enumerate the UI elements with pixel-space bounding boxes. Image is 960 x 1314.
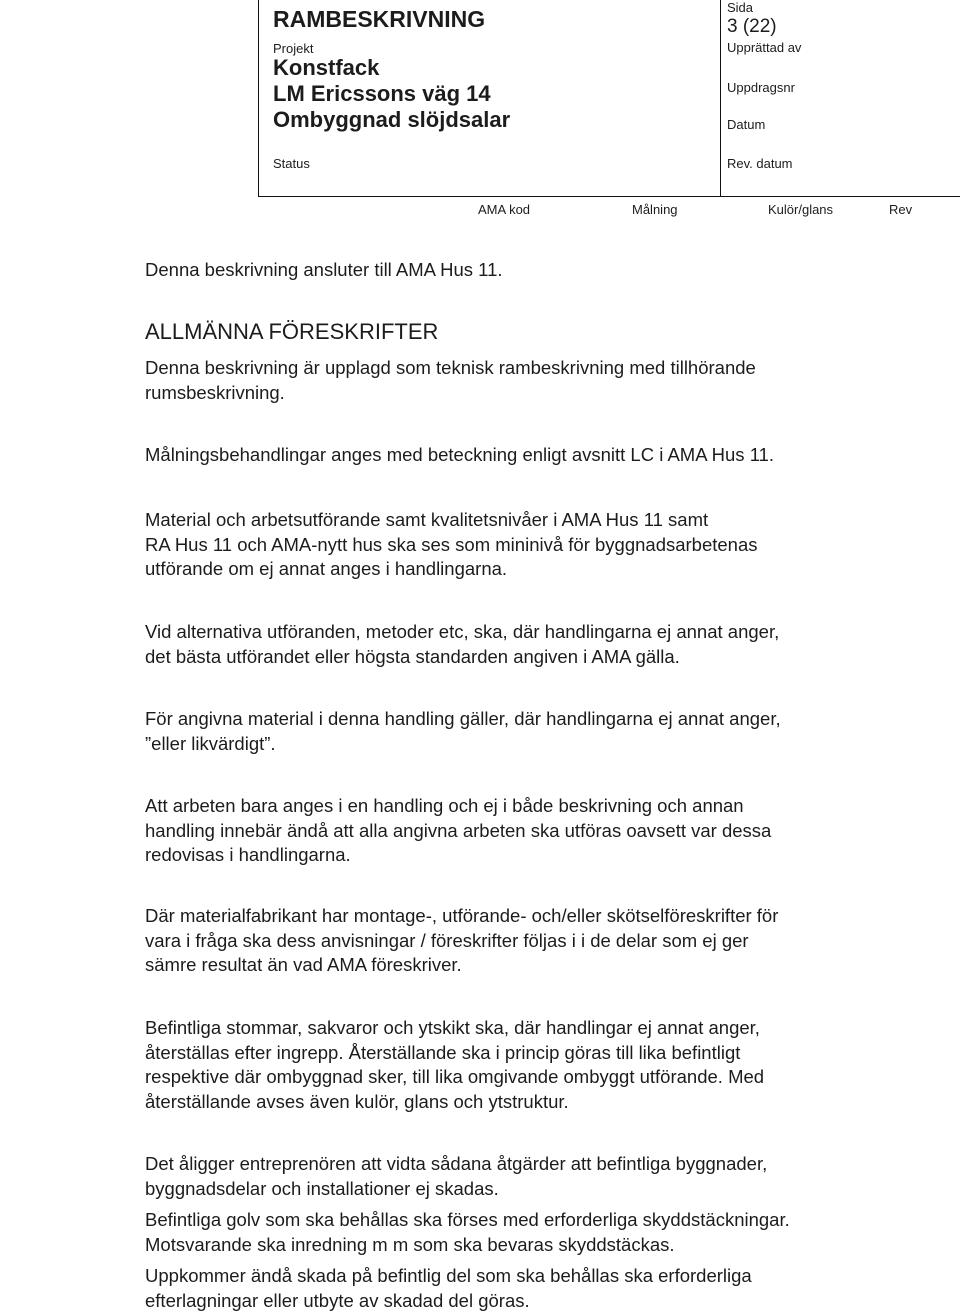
page-number: 3 (22) (727, 16, 777, 37)
uppdragsnr-label: Uppdragsnr (727, 80, 795, 95)
document-title: RAMBESKRIVNING (273, 6, 486, 32)
body-paragraph (145, 356, 935, 405)
body-paragraph (145, 508, 935, 582)
body-paragraph (145, 794, 935, 868)
paragraph-line: Befintliga stommar, sakvaror och ytskikt ska, där handlingar ej annat anger, (145, 1017, 760, 1038)
datum-label: Datum (727, 117, 766, 132)
projekt-label: Projekt (273, 41, 314, 56)
rev-datum-label: Rev. datum (727, 156, 793, 171)
paragraph-line: Befintliga golv som ska behållas ska förses med erforderliga skyddstäckningar. (145, 1209, 790, 1230)
paragraph-line: Material och arbetsutförande samt kvalitetsnivåer i AMA Hus 11 samt (145, 509, 709, 530)
project-line: LM Ericssons väg 14 (273, 81, 491, 106)
status-label: Status (273, 156, 310, 171)
project-line: Konstfack (273, 55, 380, 80)
paragraph-line: För angivna material i denna handling gäller, där handlingarna ej annat anger, (145, 708, 781, 729)
body-paragraph (145, 620, 935, 669)
body-paragraph (145, 904, 935, 978)
intro-text: Denna beskrivning ansluter till AMA Hus 11. (145, 259, 503, 280)
paragraph-line: Denna beskrivning är upplagd som teknisk rambeskrivning med tillhörande (145, 357, 756, 378)
paragraph-line: det bästa utförandet eller högsta standarden angiven i AMA gälla. (145, 645, 680, 667)
title-block-divider (720, 0, 721, 196)
body-paragraph (145, 443, 935, 468)
paragraph-line: respektive där ombyggnad sker, till lika omgivande ombyggt utförande. Med (145, 1066, 765, 1087)
sida-label: Sida (727, 0, 754, 15)
body-paragraph (145, 707, 935, 756)
paragraph-line: redovisas i handlingarna. (145, 844, 351, 865)
body-paragraph (145, 1152, 935, 1201)
paragraph-line: Målningsbehandlingar anges med beteckning enligt avsnitt LC i AMA Hus 11. (145, 444, 775, 465)
paragraph-line: återställas efter ingrepp. Återställande ska i princip göras till lika befintligt (145, 1041, 741, 1063)
paragraph-line: återställande avses även kulör, glans och ytstruktur. (145, 1090, 569, 1112)
paragraph-line: sämre resultat än vad AMA föreskriver. (145, 954, 462, 975)
paragraph-line: efterlagningar eller utbyte av skadad del göras. (145, 1289, 530, 1311)
paragraph-line: byggnadsdelar och installationer ej skadas. (145, 1177, 499, 1199)
project-line: Ombyggnad slöjdsalar (273, 107, 511, 132)
paragraph-line: Uppkommer ändå skada på befintlig del som ska behållas ska erforderliga (145, 1265, 752, 1286)
paragraph-line: Att arbeten bara anges i en handling och ej i både beskrivning och annan (145, 795, 744, 816)
paragraph-line: vara i fråga ska dess anvisningar / föreskrifter följas i i de delar som ej ger (145, 929, 749, 951)
paragraph-line: handling innebär ändå att alla angivna arbeten ska utföras oavsett var dessa (145, 819, 772, 841)
body-paragraph (145, 1264, 935, 1313)
section-heading: ALLMÄNNA FÖRESKRIFTER (145, 319, 439, 344)
paragraph-line: RA Hus 11 och AMA-nytt hus ska ses som mininivå för byggnadsarbetenas (145, 533, 758, 555)
body-paragraph (145, 1208, 935, 1257)
title-block (258, 0, 960, 197)
paragraph-line: Där materialfabrikant har montage-, utförande- och/eller skötselföreskrifter för (145, 905, 779, 926)
column-header-ama-kod: AMA kod (478, 202, 531, 217)
column-header-malning: Målning (632, 202, 678, 217)
paragraph-line: Motsvarande ska inredning m m som ska bevaras skyddstäckas. (145, 1233, 675, 1255)
paragraph-line: utförande om ej annat anges i handlingarna. (145, 558, 508, 579)
upprattad-label: Upprättad av (727, 40, 802, 55)
column-header-kulor-glans: Kulör/glans (768, 202, 834, 217)
paragraph-line: ”eller likvärdigt”. (145, 732, 276, 754)
body-paragraph (145, 1016, 935, 1114)
paragraph-line: Vid alternativa utföranden, metoder etc, ska, där handlingarna ej annat anger, (145, 621, 780, 642)
paragraph-line: rumsbeskrivning. (145, 381, 285, 403)
paragraph-line: Det åligger entreprenören att vidta sådana åtgärder att befintliga byggnader, (145, 1153, 768, 1174)
column-header-rev: Rev (889, 202, 913, 217)
